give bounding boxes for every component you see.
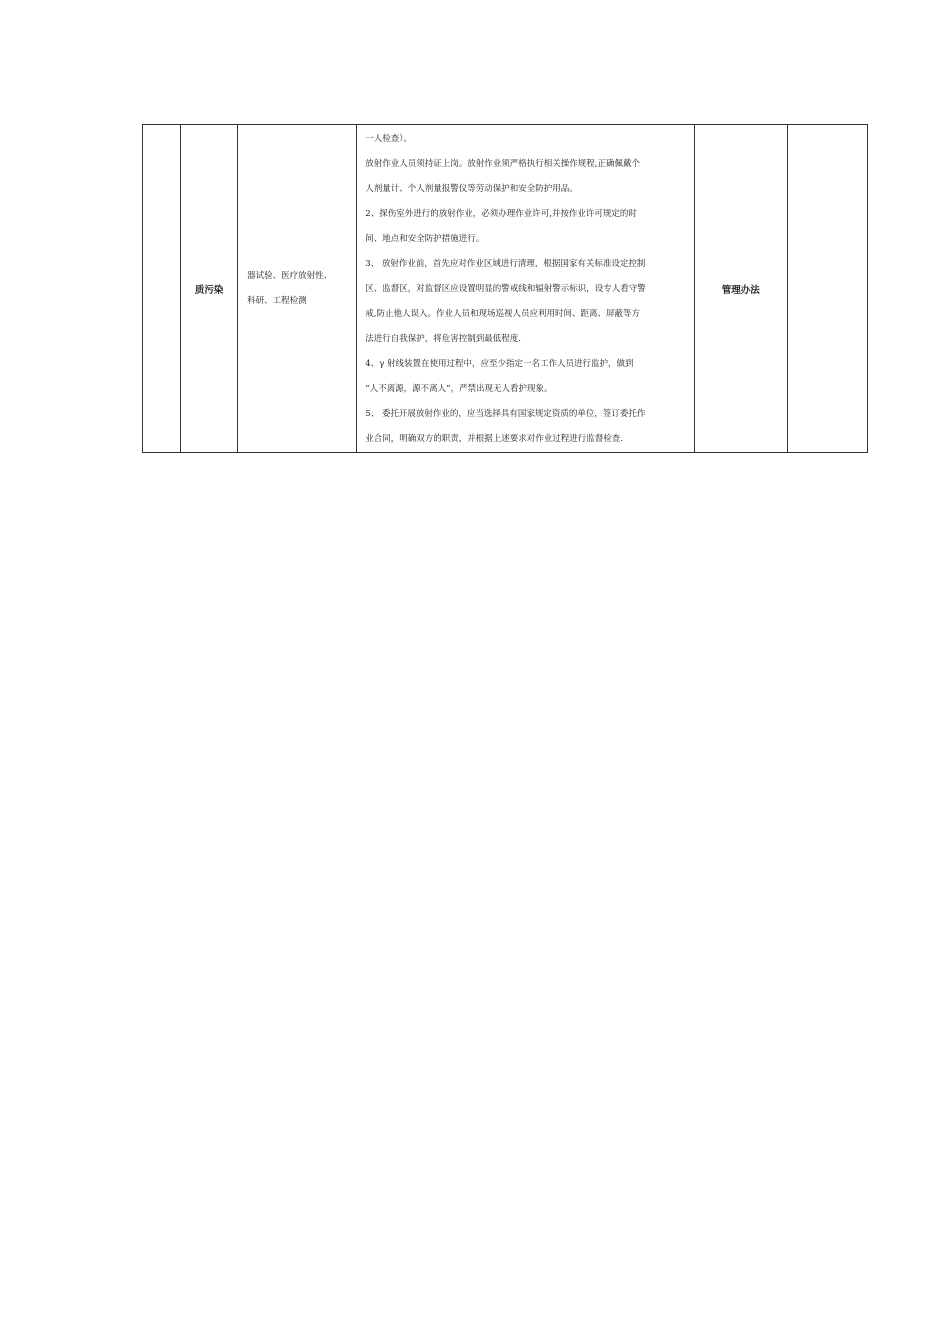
control-measures-cell <box>357 125 694 453</box>
scope-line: 器试验、医疗放射性、 <box>247 270 333 281</box>
measure-line: 4、γ 射线装置在使用过程中，应至少指定一名工作人员进行监护，做到 <box>365 359 634 369</box>
measure-line: 2、探伤室外进行的放射作业，必须办理作业许可,并按作业许可规定的时 <box>365 209 637 219</box>
measure-line: 间、地点和安全防护措施进行。 <box>365 234 485 244</box>
hazard-category-cell: 质污染 <box>181 125 238 453</box>
scope-cell <box>238 125 357 453</box>
measure-line: 业合同，明确双方的职责，并根据上述要求对作业过程进行监督检查. <box>365 434 623 444</box>
measure-line: “人不离源，源不离人”，严禁出现无人看护现象。 <box>365 384 553 394</box>
measure-line: 放射作业人员须持证上岗。放射作业须严格执行相关操作规程,正确佩戴个 <box>365 159 640 169</box>
measure-line: 一人检查）。 <box>365 134 413 144</box>
measure-line: 人剂量计、个人剂量报警仪等劳动保护和安全防护用品。 <box>365 184 578 194</box>
measure-line: 法进行自我保护，将危害控制到最低程度. <box>365 334 521 344</box>
measure-line: 区、监督区，对监督区应设置明显的警戒线和辐射警示标识，设专人看守警 <box>365 284 646 294</box>
scope-line: 科研、工程检测 <box>247 295 307 306</box>
measure-line: 戒,防止他人误入。作业人员和现场巡视人员应利用时间、距离、屏蔽等方 <box>365 309 640 319</box>
table-row <box>143 125 868 453</box>
remarks-cell <box>787 125 867 453</box>
hazard-control-table <box>142 124 868 453</box>
measure-line: 5、 委托开展放射作业的，应当选择具有国家规定资质的单位，签订委托作 <box>365 409 646 419</box>
index-cell <box>143 125 181 453</box>
management-method-cell: 管理办法 <box>694 125 787 453</box>
measure-line: 3、 放射作业前，首先应对作业区域进行清理，根据国家有关标准设定控制 <box>365 259 646 269</box>
